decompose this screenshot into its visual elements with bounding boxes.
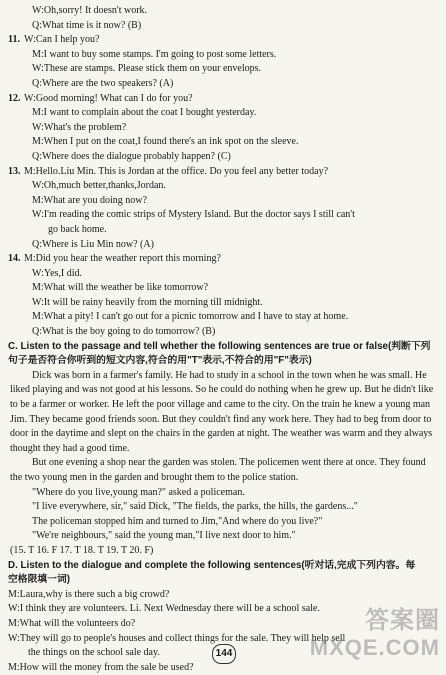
- question-number: 14.: [8, 253, 21, 265]
- dialogue-line: the things on the school sale day.: [28, 647, 160, 659]
- watermark-en: MXQE.COM: [309, 635, 440, 660]
- dialogue-line: M:What will the weather be like tomorrow?: [32, 282, 209, 294]
- dialogue-line: W:I'm reading the comic strips of Mystery Island. But the doctor says I still can't: [32, 209, 355, 221]
- section-c-heading-cont: 句子是否符合你听到的短文内容,符合的用"T"表示,不符合的用"F"表示): [8, 355, 312, 367]
- dialogue-line: W:These are stamps. Please stick them on your envelops.: [32, 63, 262, 75]
- passage-paragraph: Dick was born in a farmer's family. He had to study in a school in the town when he was small. He liked playing and was not good at his lessons. So he could do nothing when he grew up. But he didn't like to be a farmer or worker. He left the poor village and came to the city. On the train he knew a young man Jim. They became good friends soon. But they couldn't find any work here. They had to beg from door to door in the daytime and slept on the chairs in the garden at night. The weather was warm and they always thought they had a good time.: [10, 369, 434, 454]
- question-13: [8, 165, 440, 180]
- question-line: Q:What time is it now? (B): [32, 19, 142, 31]
- watermark-cn: 答案圈: [365, 607, 440, 634]
- section-d-heading-cont: 空格限填一词): [8, 574, 71, 586]
- dialogue-line: go back home.: [48, 223, 107, 235]
- question-number: 11.: [8, 34, 20, 46]
- dialogue-line: W:Good morning! What can I do for you?: [24, 92, 193, 104]
- document-page: [8, 4, 440, 675]
- passage-paragraph: But one evening a shop near the garden was stolen. The policemen went there at once. They found the two young men in the garden and brought them to the police station.: [10, 457, 426, 483]
- dialogue-line: M:Did you hear the weather report this morning?: [24, 253, 221, 265]
- section-d-heading: D. Listen to the dialogue and complete the following sentences(听对话,完成下列内容。每: [8, 559, 416, 571]
- page-number: 144: [212, 644, 236, 664]
- dialogue-line: W:It will be rainy heavily from the morning till midnight.: [32, 296, 263, 308]
- dialogue-line: M:Hello.Liu Min. This is Jordan at the office. Do you feel any better today?: [24, 165, 329, 177]
- dialogue-line: M:Laura,why is there such a big crowd?: [8, 588, 170, 600]
- dialogue-line: W:Oh,much better,thanks,Jordan.: [32, 180, 166, 192]
- question-14: [8, 252, 440, 267]
- dialogue-line: W:I think they are volunteers. Li. Next Wednesday there will be a school sale.: [8, 603, 320, 615]
- dialogue-line: W:Can I help you?: [24, 34, 100, 46]
- passage-paragraph: "Where do you live,young man?" asked a policeman.: [32, 486, 245, 498]
- dialogue-line: M:What will the volunteers do?: [8, 617, 136, 629]
- dialogue-line: M:I want to buy some stamps. I'm going to post some letters.: [32, 48, 277, 60]
- answer-key: (15. T 16. F 17. T 18. T 19. T 20. F): [10, 544, 154, 556]
- section-c-heading: C. Listen to the passage and tell whether the following sentences are true or false(判断下列: [8, 340, 431, 352]
- question-number: 13.: [8, 165, 21, 177]
- passage-paragraph: "We're neighbours," said the young man,"I live next door to him.": [32, 530, 296, 542]
- question-line: Q:What is the boy going to do tomorrow? (B): [32, 326, 216, 338]
- dialogue-line: M:When I put on the coat,I found there's an ink spot on the sleeve.: [32, 136, 299, 148]
- passage-paragraph: The policeman stopped him and turned to Jim,"And where do you live?": [32, 515, 323, 527]
- site-watermark: [310, 600, 440, 661]
- dialogue-line: W:They will go to people's houses and collect things for the sale. They will help sell: [8, 632, 346, 644]
- dialogue-line: M:What a pity! I can't go out for a picnic tomorrow and I have to stay at home.: [32, 311, 349, 323]
- passage-paragraph: "I live everywhere, sir," said Dick, "The fields, the parks, the hills, the gardens...": [32, 501, 358, 513]
- question-12: [8, 92, 440, 107]
- dialogue-line: M:How will the money from the sale be used?: [8, 661, 194, 673]
- dialogue-line: M:What are you doing now?: [32, 194, 147, 206]
- dialogue-line: W:Yes,I did.: [32, 267, 83, 279]
- dialogue-line: W:Oh,sorry! It doesn't work.: [32, 5, 148, 16]
- question-11: [8, 33, 440, 48]
- dialogue-line: W:What's the problem?: [32, 121, 127, 133]
- question-number: 12.: [8, 92, 21, 104]
- dialogue-line: M:I want to complain about the coat I bought yesterday.: [32, 107, 257, 119]
- question-line: Q:Where does the dialogue probably happen? (C): [32, 150, 231, 162]
- question-line: Q:Where is Liu Min now? (A): [32, 238, 154, 250]
- question-line: Q:Where are the two speakers? (A): [32, 77, 174, 89]
